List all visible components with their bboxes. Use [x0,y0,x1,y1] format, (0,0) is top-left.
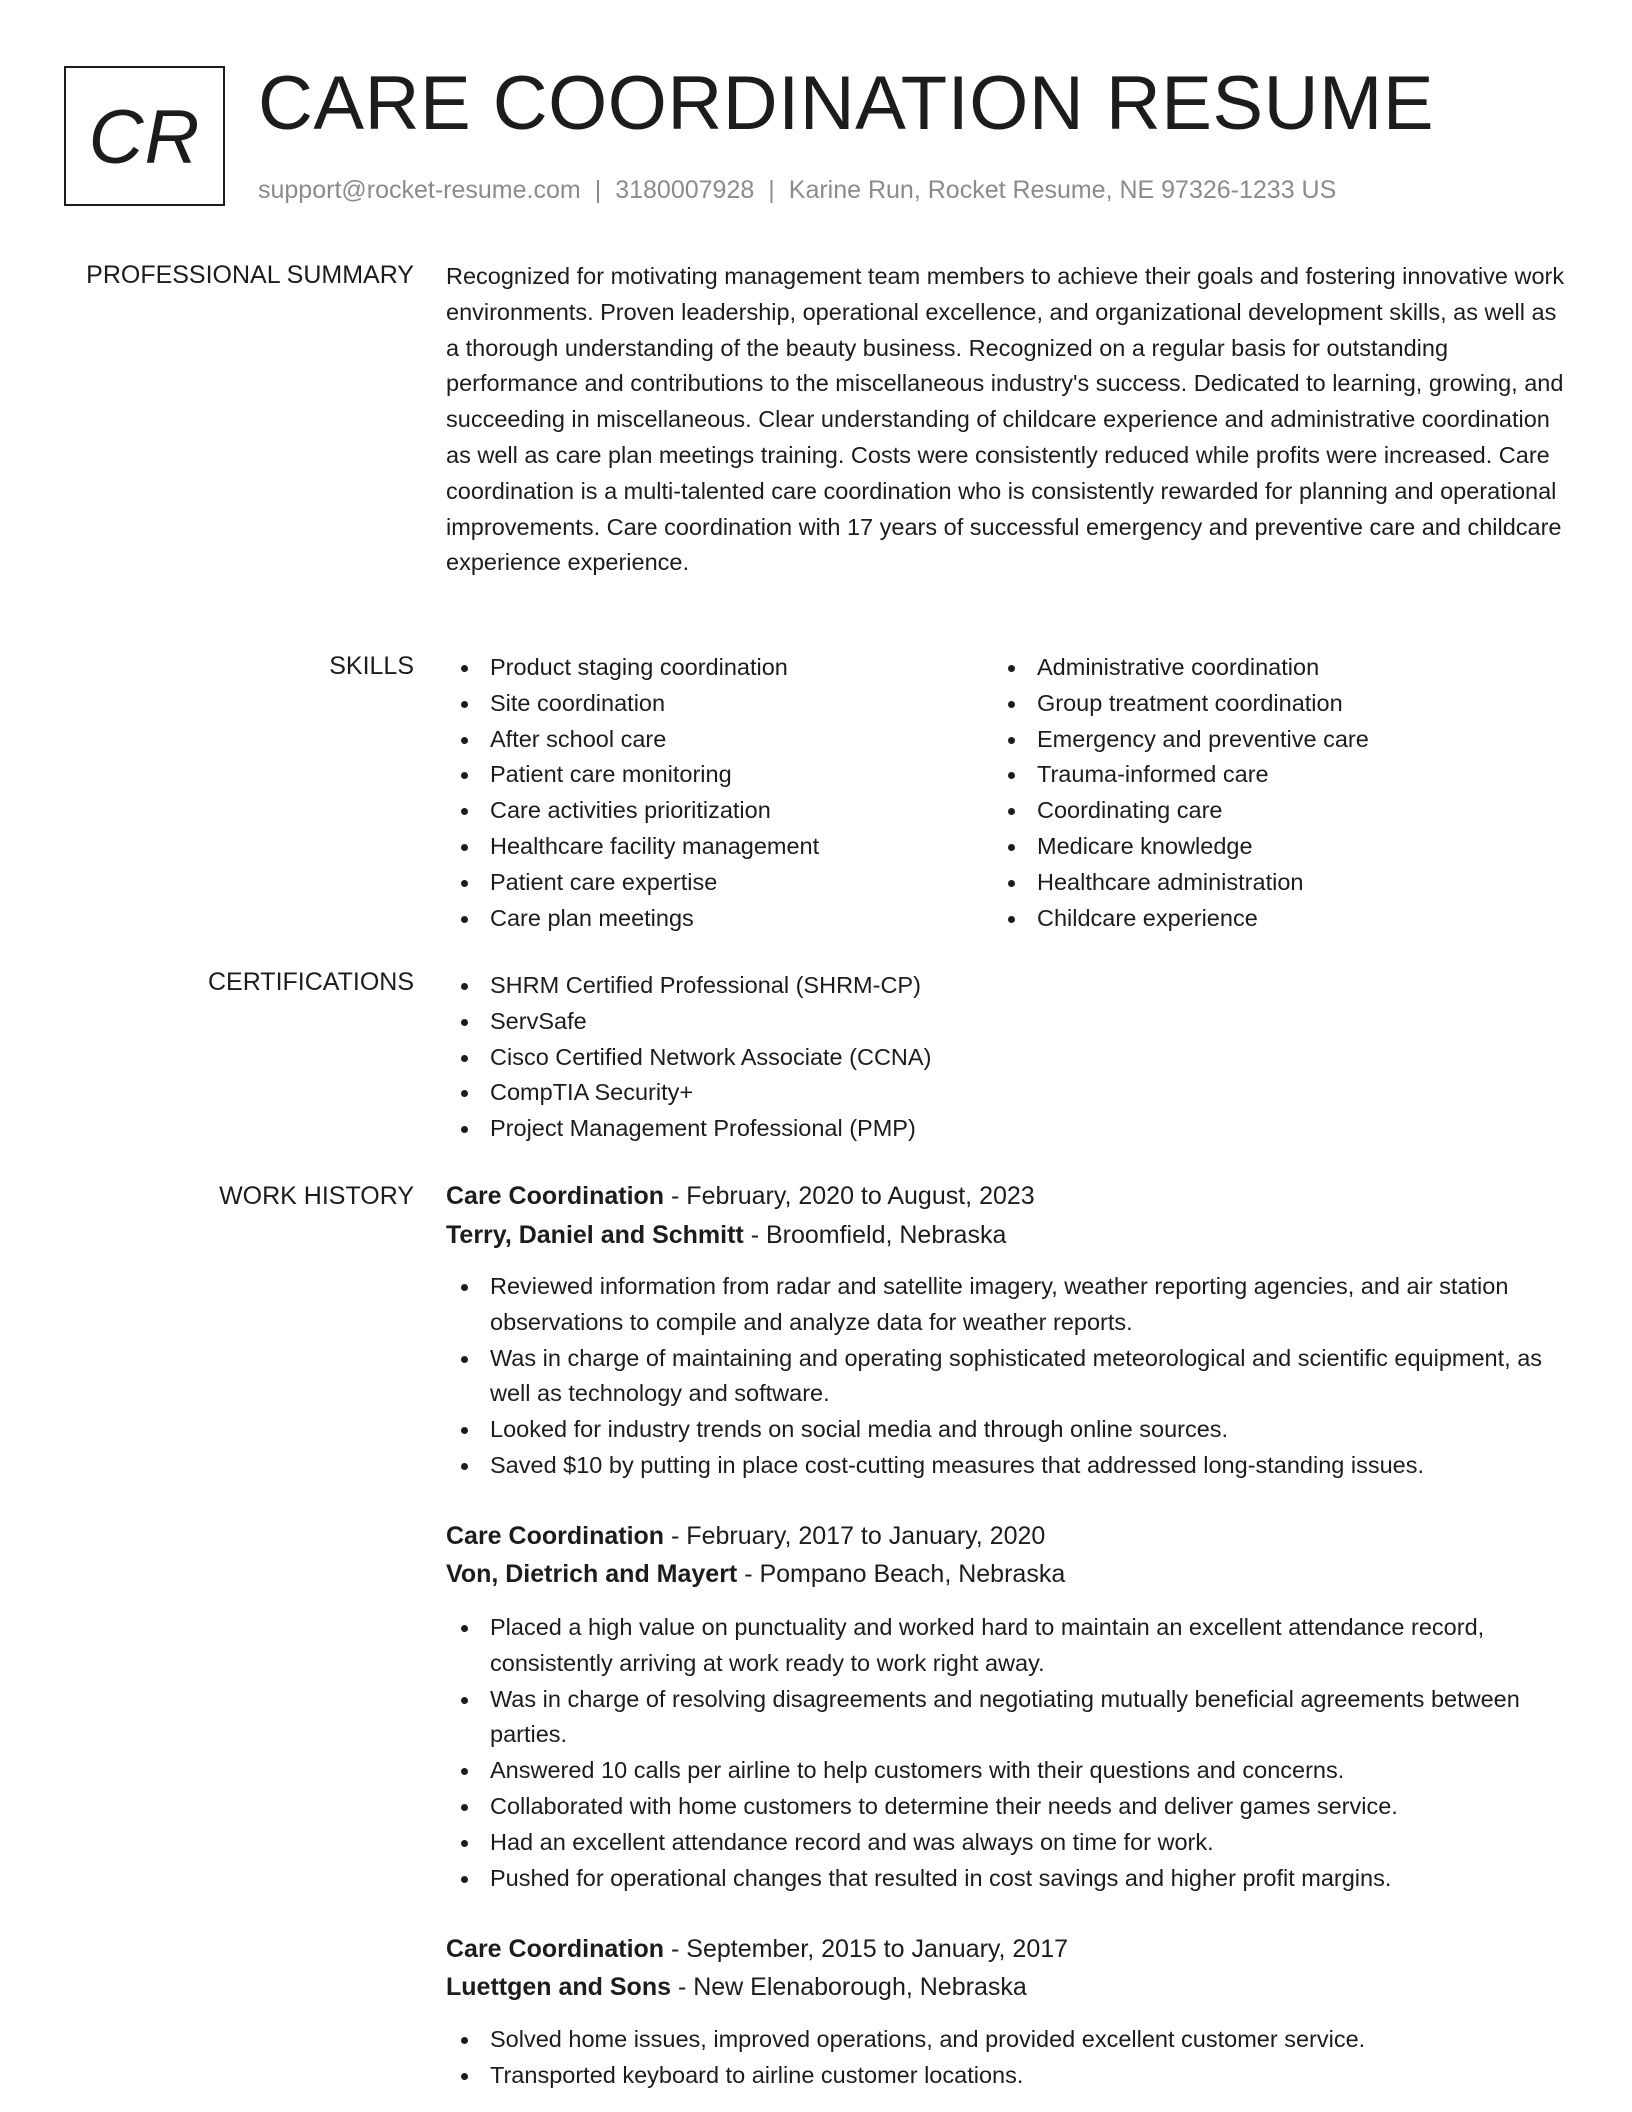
contact-line [258,174,1336,206]
summary-heading: PROFESSIONAL SUMMARY [86,261,414,289]
job-duty: Answered 10 calls per airline to help customers with their questions and concerns. [446,1753,1566,1789]
job-duty: Had an excellent attendance record and was always on time for work. [446,1825,1566,1861]
job-title: Care Coordination [446,1182,665,1210]
job-location: - Pompano Beach, Nebraska [737,1560,1066,1588]
contact-separator: | [594,176,602,204]
skill-item: Group treatment coordination [993,686,1553,722]
skill-item: Care plan meetings [446,901,993,937]
skill-item: Product staging coordination [446,650,993,686]
skill-item: Patient care monitoring [446,757,993,793]
job-dates: - September, 2015 to January, 2017 [664,1935,1069,1963]
skill-item: Coordinating care [993,793,1553,829]
certification-item: CompTIA Security+ [446,1075,1566,1111]
certification-item: ServSafe [446,1004,1566,1040]
monogram-logo [64,66,225,206]
job-company-line [446,1968,1027,2006]
job-dates: - February, 2020 to August, 2023 [664,1182,1035,1210]
job-duty: Looked for industry trends on social media and through online sources. [446,1412,1566,1448]
job-location: - New Elenaborough, Nebraska [671,1973,1027,2001]
skill-item: Administrative coordination [993,650,1553,686]
contact-separator: | [768,176,775,204]
job-title: Care Coordination [446,1935,665,1963]
certifications-list [446,968,1566,1147]
contact-phone: 3180007928 [615,176,755,204]
monogram-text: CR [88,94,201,180]
job-dates: - February, 2017 to January, 2020 [664,1522,1046,1550]
contact-email: support@rocket-resume.com [258,176,581,204]
certifications-heading: CERTIFICATIONS [207,968,414,996]
job-title-line [446,1517,1045,1555]
job-duty: Transported keyboard to airline customer locations. [446,2058,1566,2094]
skills-heading: SKILLS [329,652,414,680]
job-duty: Was in charge of maintaining and operating sophisticated meteorological and scientific equipment, as well as technology and software. [446,1341,1566,1413]
skill-item: Trauma-informed care [993,757,1553,793]
job-title-line [446,1177,1035,1215]
skills-column-left [446,650,993,936]
job-duty: Pushed for operational changes that resulted in cost savings and higher profit margins. [446,1861,1566,1897]
job-title-line [446,1930,1068,1968]
skill-item: Care activities prioritization [446,793,993,829]
job-company: Von, Dietrich and Mayert [446,1560,738,1588]
certification-item: Cisco Certified Network Associate (CCNA) [446,1040,1566,1076]
job-location: - Broomfield, Nebraska [743,1221,1007,1249]
certification-item: Project Management Professional (PMP) [446,1111,1566,1147]
work-history-heading: WORK HISTORY [219,1182,414,1210]
skill-item: Site coordination [446,686,993,722]
job-duty: Saved $10 by putting in place cost-cutting measures that addressed long-standing issues. [446,1448,1566,1484]
certification-item: SHRM Certified Professional (SHRM-CP) [446,968,1566,1004]
skill-item: Healthcare facility management [446,829,993,865]
job-company-line [446,1216,1006,1254]
skill-item: Medicare knowledge [993,829,1553,865]
skills-column-right [993,650,1553,936]
job-title: Care Coordination [446,1522,665,1550]
job-company: Terry, Daniel and Schmitt [446,1221,744,1249]
summary-text: Recognized for motivating management team members to achieve their goals and fostering innovative work environments. Proven leadership, operational excellence, and organizational development skills, as well as a thorough understanding of the beauty business. Recognized on a regular basis for outstanding performance and contributions to the miscellaneous industry's success. Dedicated to learning, growing, and succeeding in miscellaneous. Clear understanding of childcare experience and administrative coordination as well as care plan meetings training. Costs were consistently reduced while profits were increased. Care coordination is a multi-talented care coordination who is consistently rewarded for planning and operational improvements. Care coordination with 17 years of successful emergency and preventive care and childcare experience experience. [446,263,1565,576]
resume-title: CARE COORDINATION RESUME [258,61,1435,146]
job-duty: Collaborated with home customers to determine their needs and deliver games service. [446,1789,1566,1825]
job-duties-list [446,1269,1566,1484]
skills-list [446,650,1566,936]
skill-item: After school care [446,722,993,758]
skill-item: Childcare experience [993,901,1553,937]
skill-item: Emergency and preventive care [993,722,1553,758]
job-company: Luettgen and Sons [446,1973,671,2001]
skill-item: Healthcare administration [993,865,1553,901]
skill-item: Patient care expertise [446,865,993,901]
job-duty: Was in charge of resolving disagreements and negotiating mutually beneficial agreements between parties. [446,1682,1566,1754]
job-duty: Reviewed information from radar and satellite imagery, weather reporting agencies, and air station observations to compile and analyze data for weather reports. [446,1269,1566,1341]
job-duty: Placed a high value on punctuality and worked hard to maintain an excellent attendance record, consistently arriving at work ready to work right away. [446,1610,1566,1682]
contact-address: Karine Run, Rocket Resume, NE 97326-1233 US [788,176,1337,204]
job-duty: Solved home issues, improved operations, and provided excellent customer service. [446,2022,1566,2058]
job-company-line [446,1555,1065,1593]
job-duties-list [446,2022,1566,2094]
job-duties-list [446,1610,1566,1896]
